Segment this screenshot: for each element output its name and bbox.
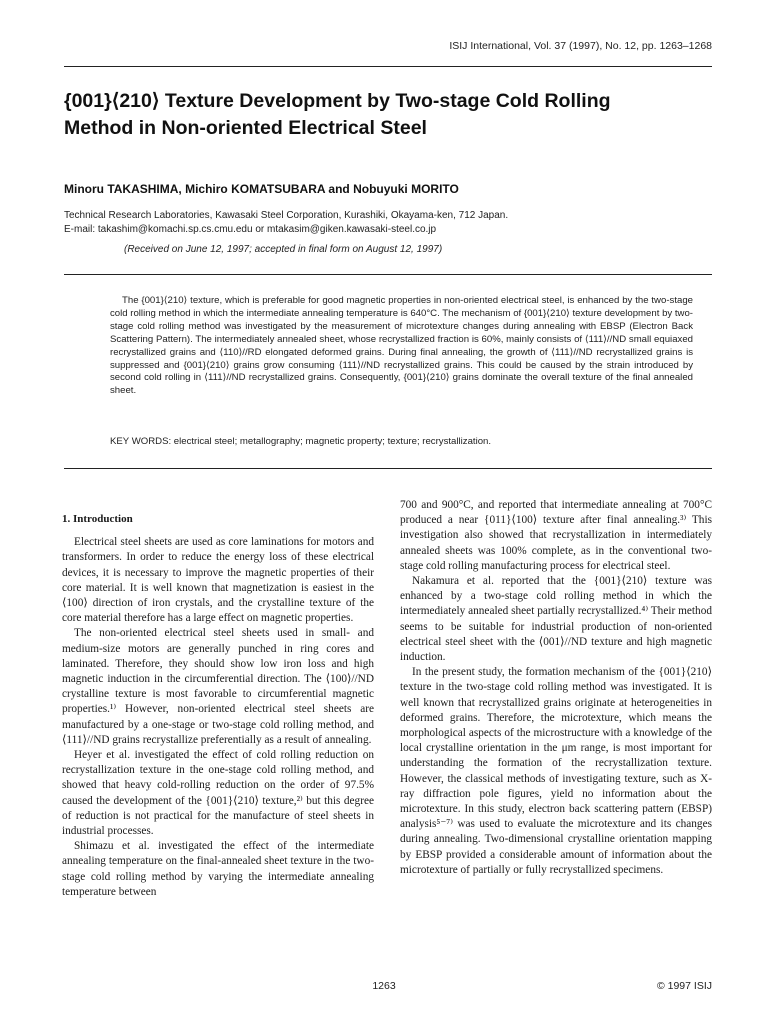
header-rule bbox=[64, 66, 712, 67]
author-list: Minoru TAKASHIMA, Michiro KOMATSUBARA and Nobuyuki MORITO bbox=[64, 182, 459, 196]
affiliation-email: E-mail: takashim@komachi.sp.cs.cmu.edu or mtakasim@giken.kawasaki-steel.co.jp bbox=[64, 224, 437, 235]
section-heading-introduction: 1. Introduction bbox=[62, 513, 133, 525]
journal-reference: ISIJ International, Vol. 37 (1997), No. 12, pp. 1263–1268 bbox=[449, 40, 712, 52]
affiliation bbox=[64, 209, 704, 237]
body-paragraph: Shimazu et al. investigated the effect of the intermediate annealing temperature on the final-annealed sheet texture in the two-stage cold rolling method by varying the intermediate annealing temperature between bbox=[62, 840, 374, 898]
received-dates: (Received on June 12, 1997; accepted in final form on August 12, 1997) bbox=[124, 244, 443, 255]
body-paragraph: Heyer et al. investigated the effect of cold rolling reduction on recrystallization texture in the one-stage cold rolling method, and showed that heavy cold-rolling reduction on the order of 97.5% caused the development of the {001}⟨210⟩ texture,²⁾ but this degree of reduction is not practical for the manufacture of steel sheets in industrial processes. bbox=[62, 749, 374, 838]
body-column-left bbox=[62, 498, 374, 900]
body-paragraph: In the present study, the formation mechanism of the {001}⟨210⟩ texture in the two-stage cold rolling method was investigated. It is well known that recrystallized grains originate at heterogeneities in deformed grains. Therefore, the microtexture, which means the morphological aspects of the microstructure with a knowledge of the local crystalline orientation in the μm range, is most important for understanding the formation of the recrystallization texture. However, the classical methods of investigating texture, such as X-ray diffraction pole figures, yield no information about the microtexture. In this study, electron back scattering pattern (EBSP) analysis⁵⁻⁷⁾ was used to evaluate the microtexture and its changes during annealing. Two-dimensional crystalline orientation mapping by EBSP provided a considerable amount of information about the microtexture of partially or fully recrystallized specimens. bbox=[400, 666, 712, 876]
body-paragraph: Nakamura et al. reported that the {001}⟨210⟩ texture was enhanced by a two-stage cold rolling method in which the intermediately annealed sheet partially recrystallized.⁴⁾ Their method seems to be suitable for industrial production of non-oriented electrical steel sheet with the ⟨001⟩//ND texture and high magnetic induction. bbox=[400, 575, 712, 664]
copyright-notice: © 1997 ISIJ bbox=[656, 980, 712, 992]
title-line-1: {001}⟨210⟩ Texture Development by Two-stage Cold Rolling bbox=[64, 90, 611, 112]
abstract-top-rule bbox=[64, 274, 712, 275]
body-column-right bbox=[400, 498, 712, 878]
body-paragraph: 700 and 900°C, and reported that intermediate annealing at 700°C produced a near {011}⟨100⟩ texture after final annealing.³⁾ This investigation also showed that recrystallization in intermediately annealed sheets was 100% complete, as in the conventional two-stage cold rolling manufacturing process for electrical steel. bbox=[400, 499, 712, 572]
body-paragraph: The non-oriented electrical steel sheets used in small- and medium-size motors are generally punched in ring cores and laminated. Therefore, they should show low iron loss and high magnetic induction in the circumferential direction. The ⟨100⟩//ND crystalline texture is most favorable to circumferential magnetic properties.¹⁾ However, non-oriented electrical steel sheets are manufactured by a one-stage or two-stage cold rolling method, and ⟨111⟩//ND grains recrystallize preferentially as a result of annealing. bbox=[62, 627, 374, 746]
affiliation-institution: Technical Research Laboratories, Kawasaki Steel Corporation, Kurashiki, Okayama-ken, 712 Japan. bbox=[64, 210, 509, 221]
keywords: KEY WORDS: electrical steel; metallography; magnetic property; texture; recrystallization. bbox=[110, 436, 492, 447]
abstract-bottom-rule bbox=[64, 468, 712, 469]
paper-title bbox=[64, 88, 714, 142]
body-paragraph: Electrical steel sheets are used as core laminations for motors and transformers. In order to reduce the energy loss of these electrical devices, it is necessary to improve the magnetic properties of their core material. It is well known that magnetization is easiest in the ⟨100⟩ direction of iron crystals, and the crystalline texture of the core material therefore has a large effect on magnetic properties. bbox=[62, 536, 374, 625]
abstract: The {001}⟨210⟩ texture, which is preferable for good magnetic properties in non-oriented electrical steel, is enhanced by the two-stage cold rolling method in which the intermediate annealing temperature is 640°C. The mechanism of {001}⟨210⟩ texture development by two-stage cold rolling method was investigated by the measurement of microtexture changes during annealing with EBSP (Electron Back Scattering Pattern). The intermediately annealed sheet, whose recrystallized fraction is 60%, mainly consists of ⟨111⟩//ND small equiaxed recrystallized grains and ⟨110⟩//RD elongated deformed grains. During final annealing, the growth of ⟨111⟩//ND recrystallized grains is suppressed and {001}⟨210⟩ grains grow consuming ⟨111⟩//ND recrystallized grains. This could be caused by the strain introduced by second cold rolling in ⟨111⟩//ND recrystallized grains. Consequently, {001}⟨210⟩ grains dominate the overall texture of the final annealed sheet. bbox=[110, 295, 693, 397]
title-line-2: Method in Non-oriented Electrical Steel bbox=[64, 117, 427, 139]
page-number: 1263 bbox=[372, 980, 396, 992]
